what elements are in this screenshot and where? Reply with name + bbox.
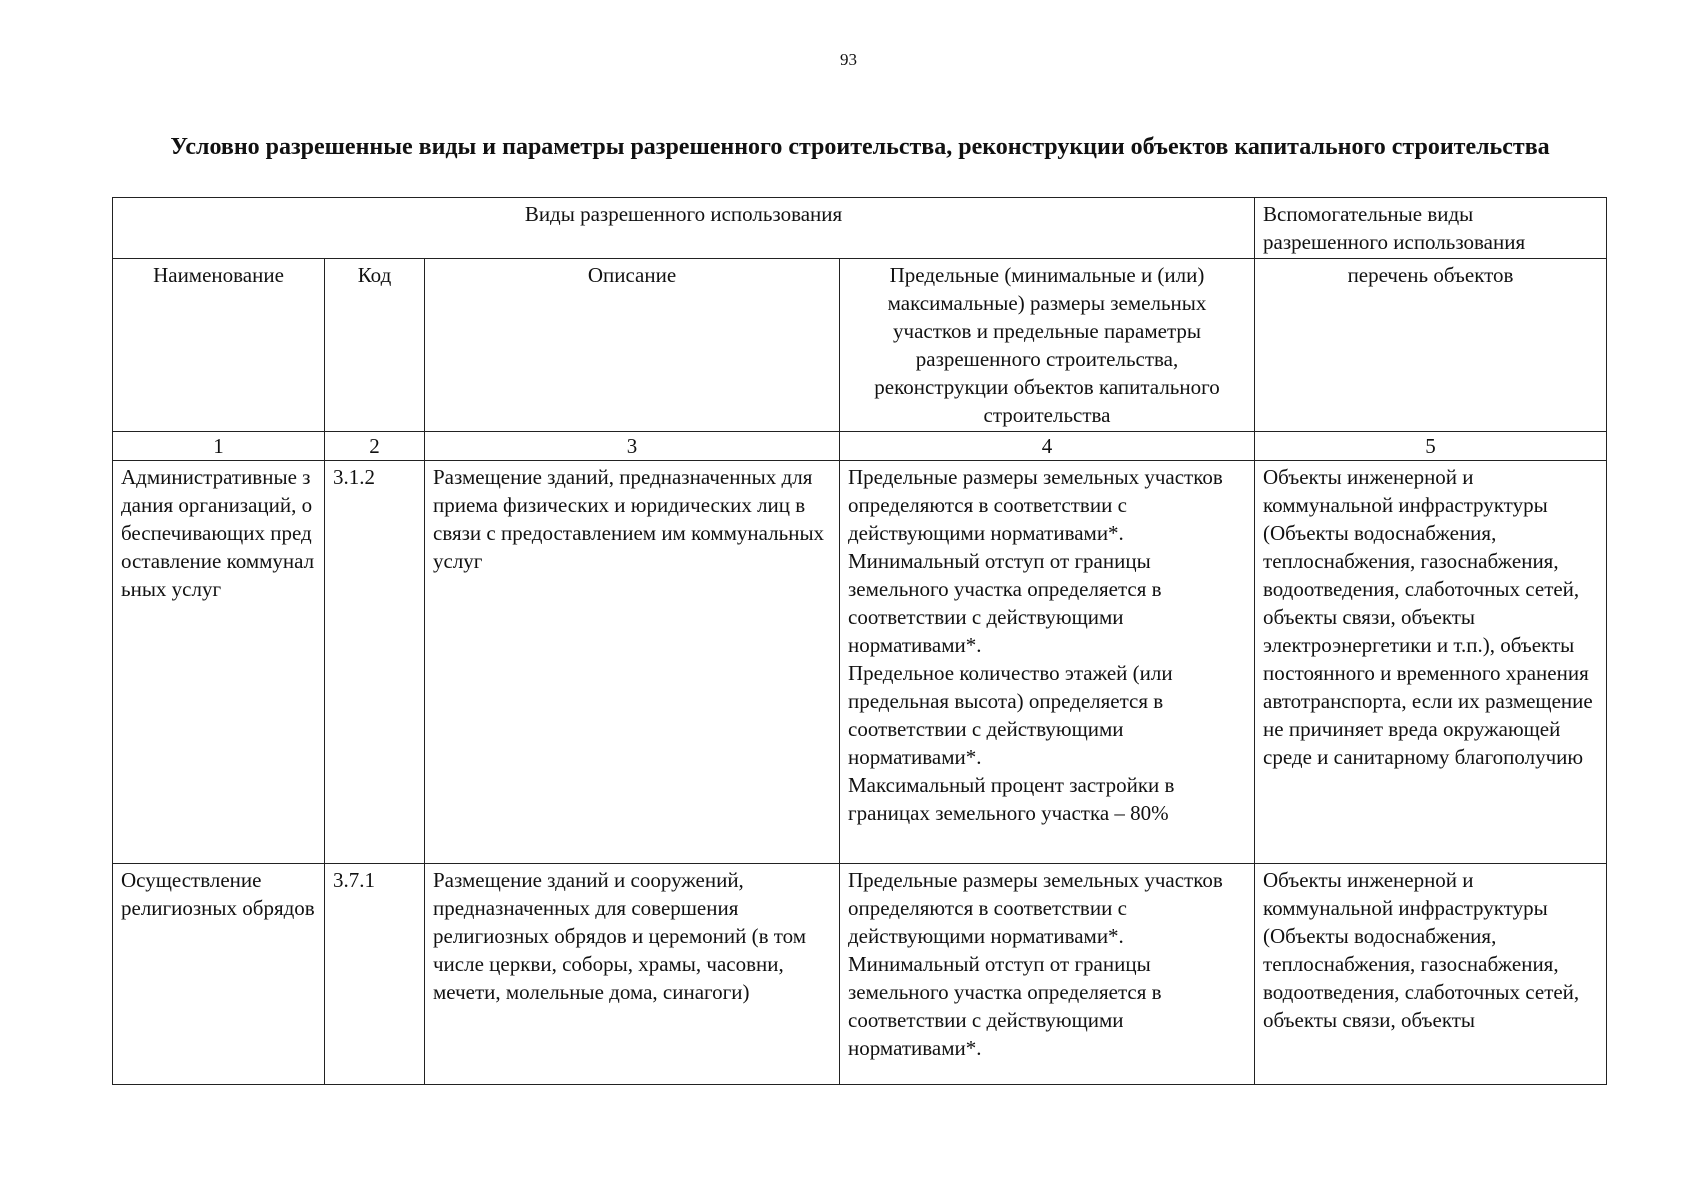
cell-parameters bbox=[840, 461, 1255, 864]
parameter-text: Максимальный процент застройки в границах земельного участка – 80% bbox=[848, 773, 1175, 825]
header-permitted-uses: Виды разрешенного использования bbox=[113, 198, 1255, 259]
column-header-name: Наименование bbox=[113, 259, 325, 432]
parameter-text: Минимальный отступ от границы земельного участка определяется в соответствии с действующими нормативами*. bbox=[848, 952, 1162, 1060]
cell-name: Осуществление религиозных обрядов bbox=[113, 864, 325, 1085]
column-header-code: Код bbox=[325, 259, 425, 432]
page-number: 93 bbox=[840, 50, 857, 69]
column-number: 3 bbox=[425, 432, 840, 461]
parameter-text: Предельные размеры земельных участков определяются в соответствии с действующими нормативами*. bbox=[848, 868, 1223, 948]
column-number: 4 bbox=[840, 432, 1255, 461]
parameter-text: Минимальный отступ от границы земельного участка определяется в соответствии с действующими нормативами*. bbox=[848, 549, 1162, 657]
cell-parameters bbox=[840, 864, 1255, 1085]
cell-description: Размещение зданий и сооружений, предназначенных для совершения религиозных обрядов и церемоний (в том числе церкви, соборы, храмы, часовни, мечети, молельные дома, синагоги) bbox=[425, 864, 840, 1085]
parameter-text: Предельное количество этажей (или предельная высота) определяется в соответствии с действующими нормативами*. bbox=[848, 661, 1173, 769]
column-number: 1 bbox=[113, 432, 325, 461]
column-header-objects-list: перечень объектов bbox=[1255, 259, 1607, 432]
cell-code: 3.7.1 bbox=[325, 864, 425, 1085]
table-row bbox=[113, 461, 1607, 864]
permitted-use-table bbox=[112, 197, 1607, 1085]
parameter-text: Предельные размеры земельных участков определяются в соответствии с действующими нормативами*. bbox=[848, 465, 1223, 545]
cell-name: Административные здания организаций, обеспечивающих предоставление коммунальных услуг bbox=[113, 461, 325, 864]
cell-description: Размещение зданий, предназначенных для приема физических и юридических лиц в связи с предоставлением им коммунальных услуг bbox=[425, 461, 840, 864]
column-header-parameters: Предельные (минимальные и (или) максимальные) размеры земельных участков и предельные параметры разрешенного строительства, реконструкции объектов капитального строительства bbox=[840, 259, 1255, 432]
page-title: Условно разрешенные виды и параметры разрешенного строительства, реконструкции объектов капитального строительства bbox=[170, 134, 1550, 160]
cell-code: 3.1.2 bbox=[325, 461, 425, 864]
cell-objects-list: Объекты инженерной и коммунальной инфраструктуры (Объекты водоснабжения, теплоснабжения, газоснабжения, водоотведения, слаботочных сетей, объекты связи, объекты электроэнергетики и т.п.), объекты постоянного и временного хранения автотранспорта, если их размещение не причиняет вреда окружающей среде и санитарному благополучию bbox=[1255, 461, 1607, 864]
column-number: 5 bbox=[1255, 432, 1607, 461]
header-auxiliary-uses: Вспомогательные виды разрешенного использования bbox=[1255, 198, 1607, 259]
column-number: 2 bbox=[325, 432, 425, 461]
cell-objects-list: Объекты инженерной и коммунальной инфраструктуры (Объекты водоснабжения, теплоснабжения, газоснабжения, водоотведения, слаботочных сетей, объекты связи, объекты bbox=[1255, 864, 1607, 1085]
table-row bbox=[113, 864, 1607, 1085]
column-header-description: Описание bbox=[425, 259, 840, 432]
